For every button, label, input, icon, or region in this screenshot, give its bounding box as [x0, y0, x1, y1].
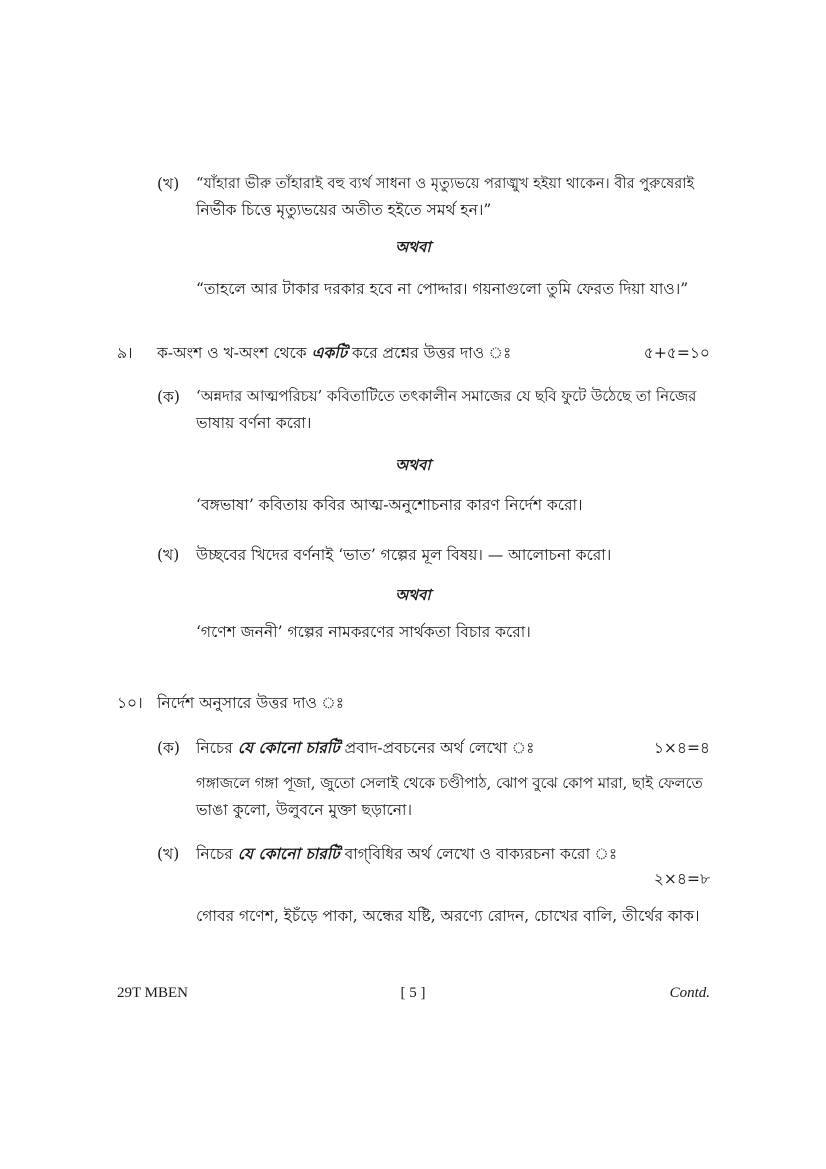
q9-kha-text: উচ্ছবের খিদের বর্ণনাই ‘ভাত’ গল্পের মূল বিষয়। — আলোচনা করো। [196, 546, 612, 564]
q10-kha-instruction [196, 841, 617, 867]
footer-paper-code: 29T MBEN [117, 985, 188, 1001]
q9-kha-alt: ‘গণেশ জননী’ গল্পের নামকরণের সার্থকতা বিচার করো। [196, 623, 531, 641]
q10-kha-label: (খ) [157, 845, 180, 863]
q9-number: ৯। [117, 344, 133, 362]
q10-ka-label: (ক) [157, 739, 180, 757]
q10-ka-post: প্রবাদ-প্রবচনের অর্থ লেখো ঃ [344, 739, 535, 757]
q9-ka-alt: ‘বঙ্গভাষা’ কবিতায় কবির আত্ম-অনুশোচনার কারণ নির্দেশ করো। [196, 496, 583, 514]
q10-kha-items: গোবর গণেশ, ইচঁড়ে পাকা, অন্ধের যষ্টি, অরণ্যে রোদন, চোখের বালি, তীর্থের কাক। [196, 907, 700, 925]
q9-or-divider-2: অথবা [395, 586, 431, 604]
q10-kha-post: বাগ্‌বিধির অর্থ লেখো ও বাক্যরচনা করো ঃ [344, 845, 618, 863]
q9-instruction [157, 340, 511, 366]
q8-kha-alt-quote: “তাহলে আর টাকার দরকার হবে না পোদ্দার। গয়নাগুলো তুমি ফেরত দিয়া যাও।” [196, 280, 689, 298]
q8-kha-label: (খ) [157, 175, 180, 193]
q10-ka-pre: নিচের [196, 739, 233, 757]
q9-marks: ৫+৫=১০ [643, 344, 710, 362]
q10-kha-emphasis: যে কোনো চারটি [237, 844, 340, 863]
q10-kha-marks: ২×৪=৮ [653, 870, 710, 888]
q8-kha-quote-line1: “যাঁহারা ভীরু তাঁহারাই বহু ব্যর্থ সাধনা ও মৃত্যুভয়ে পরাঙ্মুখ হইয়া থাকেন। বীর পুরুষেরাই [196, 175, 695, 192]
q8-kha-quote-line2: নির্ভীক চিত্তে মৃত্যুভয়ের অতীত হইতে সমর্থ হন।” [196, 201, 492, 219]
footer-page-number: [ 5 ] [400, 985, 426, 1001]
footer-contd: Contd. [669, 985, 710, 1001]
q9-instruction-emphasis: একটি [311, 343, 348, 362]
q10-ka-emphasis: যে কোনো চারটি [237, 738, 340, 757]
q9-instruction-pre: ক-অংশ ও খ-অংশ থেকে [157, 344, 307, 362]
q9-ka-label: (ক) [157, 388, 180, 406]
q10-ka-items-line1: গঙ্গাজলে গঙ্গা পূজা, জুতো সেলাই থেকে চণ্ডীপাঠ, ঝোপ বুঝে কোপ মারা, ছাই ফেলতে [196, 775, 703, 792]
q10-ka-marks: ১×৪=৪ [653, 739, 710, 757]
q10-ka-instruction [196, 735, 534, 761]
q8-or-divider: অথবা [395, 238, 431, 256]
q9-or-divider-1: অথবা [395, 456, 431, 474]
q10-ka-items-line2: ভাঙা কুলো, উলুবনে মুক্তা ছড়ানো। [196, 801, 413, 819]
q9-kha-label: (খ) [157, 546, 180, 564]
q10-kha-pre: নিচের [196, 845, 233, 863]
q10-number: ১০। [117, 694, 143, 712]
q9-ka-line2: ভাষায় বর্ণনা করো। [196, 414, 312, 432]
q10-instruction: নির্দেশ অনুসারে উত্তর দাও ঃ [157, 694, 344, 712]
q9-ka-line1: ‘অন্নদার আত্মপরিচয়’ কবিতাটিতে তৎকালীন সমাজের যে ছবি ফুটে উঠেছে তা নিজের [196, 388, 697, 405]
q9-instruction-post: করে প্রশ্নের উত্তর দাও ঃ [352, 344, 512, 362]
